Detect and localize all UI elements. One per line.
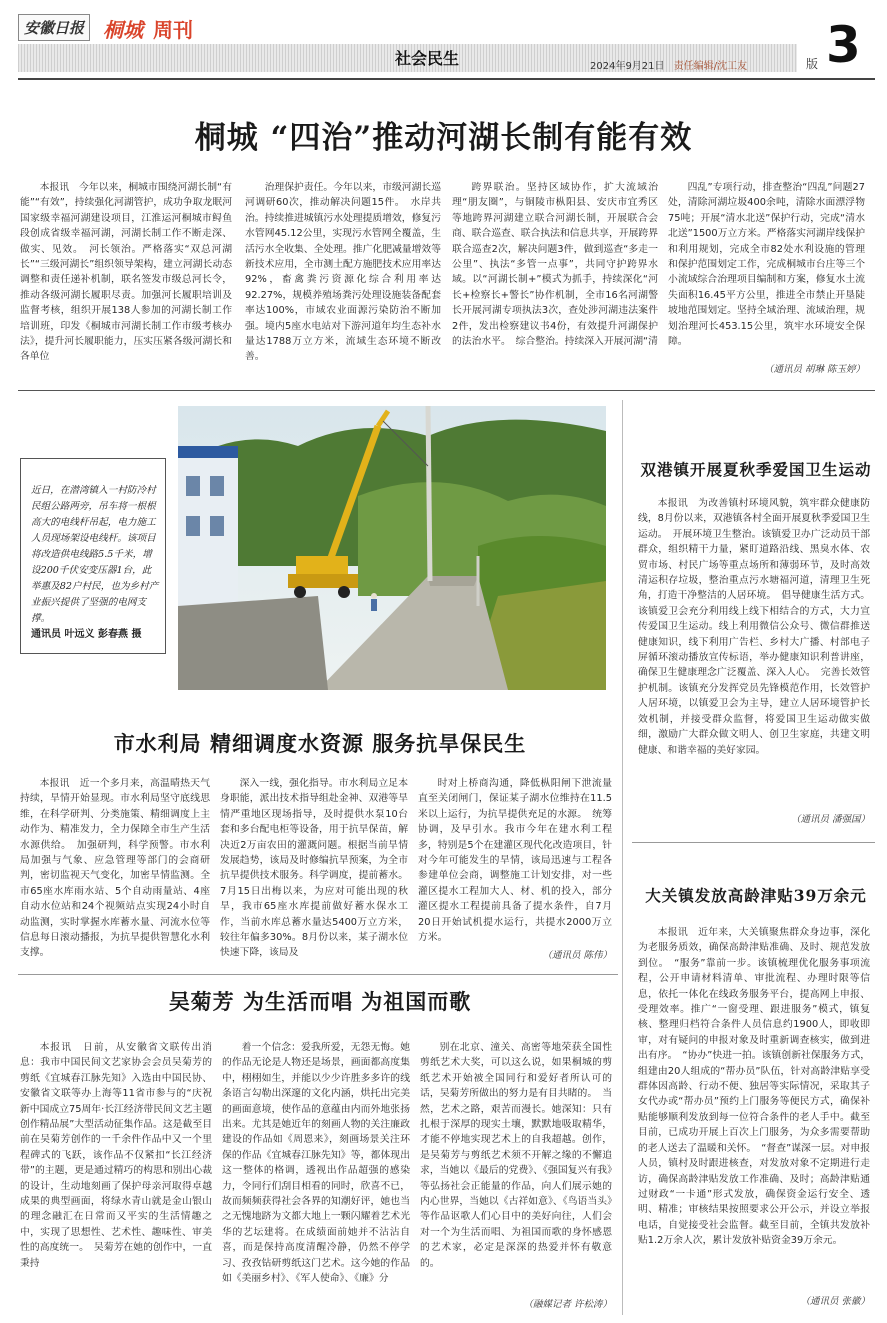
page-label: 版 [806, 57, 819, 71]
main-col-2: 治理保护责任。今年以来，市级河湖长巡河调研60次，推动解决问题15件。 水岸共治。持续推进城镇污水处理提质增效，修复污水管网45.12公里，实现污水管网全覆盖，生活污水全收集、全处理。推广化肥减量增效等新技术应用，全市测土配方施肥技术应用率达92%，畜禽粪污资源化综合利用率达92.27%，规模养殖场粪污处理设施装备配套率达100%，市域农业面源污染防治不断加强。境内5座水电站对下游河道年均生态补水量达1788万立方米，流域生态环境不断改善。 [245, 182, 441, 363]
side2-body: 本报讯 近年来，大关镇聚焦群众身边事，深化为老服务质效，确保高龄津贴准确、及时、规范发放到位。 “服务”靠前一步。该镇梳理优化服务事项流程，公开申请材料清单、审批流程、办理时限等信息，依托一体化在线政务服务平台，提高网上申报、受理效率。推广“一窗受理、跟进服务”模式，镇复核、整理归档符合条件人员信息约1900人，即收即审，对有疑问的申报对象及时重新调查核实，做到进出有序。 “协办”快进一拍。该镇创新社保服务方式，组建由20人组成的“帮办员”队伍，针对高龄津贴享受群体因高龄、行动不便、独居等实际情况，采取其子女代办或“帮办员”预约上门服务等便民方式，确保补贴能够顺利发放到每一位符合条件的老人手中。截至目前，已成功开展上百次上门服务，为众多需要帮助的老人送去了温暖和关怀。 “督查”谋深一层。对申报人员，镇村及时跟进核查，对发放对象不定期进行走访，确保高龄津贴发放工作准确、及时；高龄津贴通过财政“一卡通”形式发放，确保资金运行安全、透明、精准；审核结果按照要求公开公示，并设立举报电话，自觉接受社会监督。截至目前，全镇共发放补贴1.2万余人次，累计发放补贴资金39万余元。 [638, 927, 870, 1247]
section-divider [18, 390, 875, 391]
water-col-3: 时对上桥商沟通，降低枞阳闸下泄流量直至关闭闸门，保证某子湖水位维持在11.5米以上运行，为抗旱提供充足的水源。 统筹协调，及早引水。我市今年在建水利工程多，特别是5个在建灌区现代化改造项目，针对今年可能发生的旱情，该局迅速与工程各参建单位会商，调整施工计划安排，对一些灌区提水工程加大人、材、机的投入，部分灌区提水工程提前具备了提水条件，自7月20日开始试机提水运行，共提水2000万立方米。 [418, 778, 612, 944]
issue-date: 2024年9月21日 [590, 61, 665, 72]
side-divider [632, 842, 875, 843]
water-credit: （通讯员 陈伟） [542, 950, 612, 961]
side2-credit: （通讯员 张徽） [800, 1296, 870, 1307]
main-credit: （通讯员 胡琳 陈玉婷） [763, 364, 865, 375]
weekly-logo: 周刊 [153, 18, 193, 42]
water-divider [18, 974, 618, 975]
news-photo [178, 406, 606, 690]
side2-headline: 大关镇发放高龄津贴39万余元 [645, 886, 867, 905]
singer-headline: 吴菊芳 为生活而唱 为祖国而歌 [168, 989, 472, 1014]
page-number: 3 [826, 16, 861, 74]
water-col-1: 本报讯 近一个多月来，高温晴热天气持续，旱情开始显现。市水利局坚守底线思维，在科学研判、分类施策、精细调度上主动作为、精准发力，全力保障全市生产生活水源供给。 加强研判，科学预警。市水利局加强与气象、应急管理等部门的会商研判，密切监视天气变化，加密旱情监测。全市65座水库雨水站、5个自动雨量站、4座自动水位站和24个视频站点实现24小时自动监测，实时掌握水库蓄水量、河流水位等信息每日滚动播报，为抗旱提供智慧化水利支撑。 [20, 778, 210, 959]
caption-credit: 通讯员 叶远义 彭春燕 摄 [31, 629, 142, 640]
dateline [590, 57, 747, 72]
water-headline: 市水利局 精细调度水资源 服务抗旱保民生 [113, 731, 527, 756]
main-col-4: 四乱”专项行动，排查整治“四乱”问题27处，清除河湖垃圾400余吨，清除水面漂浮物75吨；开展“清水北送”保护行动，完成“清水北送”1500万立方米。严格落实河湖岸线保护和利用规划，完成全市82处水利设施的管理和保护范围划定工作，完成桐城市台庄等三个小流域综合治理项目编制和方案，修复水土流失面积16.45平方公里，推进全市禁止开垦陡坡地范围划定。坚持全域治理、流域治理，规划治理河长453.15公里，筑牢水环境安全保障。 [668, 182, 865, 348]
main-col-1: 本报讯 今年以来，桐城市围绕河湖长制“有能”“有效”，持续强化河湖管护，成功争取龙眠河国家级幸福河湖建设项目，江淮运河桐城市鲟鱼段创成省级幸福河湖，河湖长制工作不断走深、做实、见效。 河长领治。严格落实“双总河湖长”“三级河湖长”组织领导架构，建立河湖长动态调整和责任递补机制，联名签发市级总河长令，推动各级河湖长履职尽责。加强河长履职培训及监督考核，组织开展138人参加的河湖长制工作培训班，印发《桐城市河湖长制工作市级考核办法》，提升河长履职能力，压实压紧各级河湖长和各单位 [20, 182, 232, 363]
column-divider [622, 400, 623, 1315]
side1-credit: （通讯员 潘强国） [790, 814, 870, 825]
city-logo: 桐城 [103, 18, 143, 42]
singer-col-2: 着一个信念：爱我所爱，无怨无悔。她的作品无论是人物还是场景，画面都高度集中，栩栩如生，并能以少少许胜多多许的线条语言勾勒出深邃的文化内涵，烘托出完美的画面意境，使作品的意蕴由内而外地张扬出来。尤其是她近年的刻画人物的关注廉政建设的作品如《周恩来》，刻画场景关注环保的作品《宜城春江脉先知》等，都体现出这一整体的格调，透视出作品超强的感染力，令同行们刮目相看的同时，欣喜不已，故而频频获得社会各界的知潮好评，她也当之无愧地跻为文都大地上一颗闪耀着艺术光华的艺坛建将。在成绩面前她并不沾沾自喜，而是保持高度清醒冷静，仍然不停学习、孜孜钻研剪纸这门艺术。这今她的作品如《美丽乡村》、《军人使命》、《廉》分 [222, 1042, 410, 1285]
photo-caption [20, 458, 166, 654]
singer-col-1: 本报讯 日前，从安徽省文联传出消息：我市中国民间文艺家协会会员吴菊芳的剪纸《宜城春江脉先知》入选由中国民协、安徽省文联等办上海等11省市参与的“庆祝新中国成立75周年·长江经济带民间文艺主题创作精品展”大型活动征集作品。这是截至目前在吴菊芳创作的一千余件作品中又一个里程碑式的飞跃，该作品不仅紧扣“长江经济带”的主题，更是通过精巧的构思和别出心裁的设计，生动地刻画了保护母亲河取得卓越成果的典型画面，将绿水青山就是金山银山的理念融汇在日常而又平实的生活情趣之中，实现了思想性、艺术性、趣味性、审美性的高度统一。 吴菊芳在她的创作中，一直秉持 [20, 1042, 212, 1269]
singer-col-3: 别在北京、潼关、高密等地荣获全国性剪纸艺术大奖，可以这么说，如果桐城的剪纸艺术开始被全国同行和爱好者所认可的话，吴菊芳所做出的努力是有目共睹的。 当然，艺术之路，艰苦而漫长。她深知：只有扎根于深厚的现实土壤，默默地吸取精华，才能不停地实现艺术上的自我超越。创作，是吴菊芳与剪纸艺术须不开解之缘的不懈追求，当她以《最后的党费》、《强国复兴有我》等弘扬社会正能量的作品，向人们展示她的内心世界，当她以《古祥如意》、《鸟语当头》等作品讴歌人们心目中的美好向往，人们会对一个为生活而唱、为祖国而歌的身怀感恩的艺术家，必定是深深的热爱并怀有敬意的。 [420, 1042, 612, 1269]
main-headline: 桐城 “四治”推动河湖长制有能有效 [194, 120, 693, 156]
main-col-3: 跨界联治。坚持区域协作，扩大流域治理“朋友圈”，与铜陵市枞阳县、安庆市宜秀区等地跨界河湖建立联合河湖长制，开展联合会商、联合巡查、联合执法和信息共享，开展跨界联合巡查2次，解决问题3件，做到巡查“多走一公里”、执法“多管一点事”，共同守护跨界水域。以“河湖长制+”模式为抓手，持续深化“河长+检察长+警长”协作机制，全市16名河湖警长开展河湖专项执法3次，查处涉河湖违法案件2件，发出检察建议书4份，有效提升河湖保护的法治水平。 综合整治。持续深入开展河湖“清 [452, 182, 658, 348]
caption-text: 近日，在潜湾镇入一村防冷村民组公路两旁，吊车将一根根高大的电线杆吊起，电力施工人员现场架设电线杆。该项目将改造供电线路5.5千米，增设200千伏安变压器1台，此举惠及82户村民，也为乡村产业振兴提供了坚强的电网支撑。 [31, 485, 159, 624]
paper-logo: 安徽日报 [18, 14, 90, 41]
top-rule [18, 78, 875, 80]
singer-credit: （融媒记者 许松涛） [523, 1299, 612, 1310]
editor-line: 责任编辑/沈工友 [673, 61, 748, 72]
side1-body: 本报讯 为改善镇村环境风貌，筑牢群众健康防线，8月份以来，双港镇各村全面开展夏秋季爱国卫生运动。 开展环境卫生整治。该镇爱卫办广泛动员干部群众，组织精干力量，紧盯道路沿线、黑臭水体、农贸市场、村民广场等重点场所和薄弱环节，及时高效清运积存垃圾，整治重点污水塘福河道，清理卫生死角，打造干净整洁的人居环境。 倡导健康生活方式。该镇爱卫会充分利用线上线下相结合的方式，大力宣传爱国卫生运动。线上利用微信公众号、微信群推送健康知识，线下利用广告栏、乡村大广播、村部电子屏循环滚动播放宣传标语，举办健康知识利普讲座，确保卫生健康理念广泛覆盖、深入人心。 完善长效管护机制。该镇充分发挥党员先锋模范作用，长效管护人居环境，以镇爱卫会为主导，建立人居环境管护长效机制，并接受群众监督，将爱国卫生运动做实做细，激励广大群众做文明人、创卫生家庭，共建文明健康、和谐幸福的美好家园。 [638, 498, 870, 756]
photo-illustration [178, 406, 606, 690]
water-col-2: 深入一线，强化指导。市水利局立足本身职能，派出技术指导组赴金神、双港等旱情严重地区现场指导，及时提供水泵10台套和多台配电柜等设备，用于抗旱保苗，解决近2万亩农田的灌溉问题。根据当前旱情发展趋势，该局及时修编抗旱预案，为全市抗旱提供技术服务。科学调度，提前蓄水。7月15日出梅以来，为应对可能出现的秋旱，我市65座水库提前做好蓄水保水工作，当前水库总蓄水量达5400万立方米，较往年偏多30%。8月份以来，某子湖水位快速下降，该局及 [220, 778, 408, 959]
side1-headline: 双港镇开展夏秋季爱国卫生运动 [640, 460, 872, 479]
section-title: 社会民生 [395, 49, 460, 68]
